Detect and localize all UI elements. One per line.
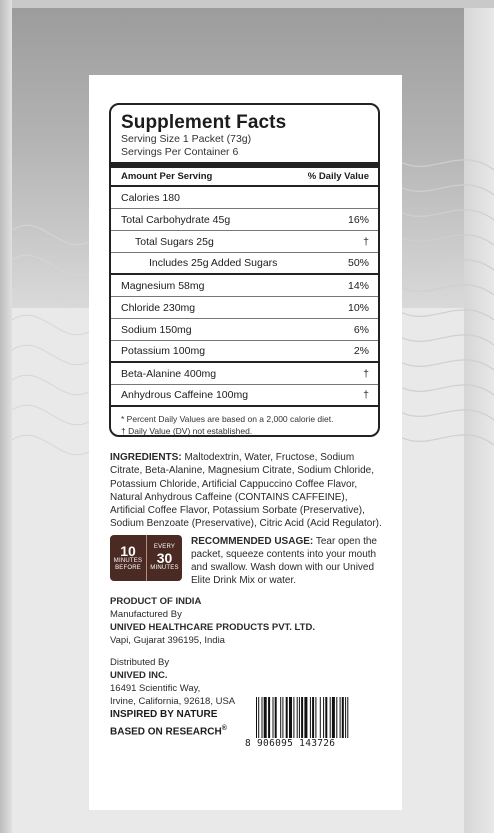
nutrient-label: Includes 25g Added Sugars (149, 257, 278, 269)
distributor-name: UNIVED INC. (110, 670, 168, 681)
manufactured-by-label: Manufactured By (110, 609, 182, 620)
footnote-daily-values: * Percent Daily Values are based on a 2,000 calorie diet. (121, 414, 334, 424)
registered-mark: ® (221, 725, 227, 732)
barcode-bar (345, 697, 346, 738)
barcode-bar (282, 697, 283, 738)
usage-block (191, 535, 381, 587)
nutrient-dv: 2% (353, 345, 369, 357)
facts-header-row (111, 168, 378, 187)
nutrient-label: Beta-Alanine 400mg (121, 367, 217, 380)
facts-row-magnesium (111, 275, 378, 297)
nutrient-dv: † (363, 235, 369, 248)
daily-value-header: % Daily Value (307, 171, 369, 182)
nutrient-label: Magnesium 58mg (121, 279, 205, 292)
barcode-bar (347, 697, 348, 738)
facts-title: Supplement Facts (121, 112, 287, 133)
nutrient-dv: 6% (353, 323, 369, 336)
nutrient-label: Chloride 230mg (121, 301, 196, 314)
barcode-bar (293, 697, 294, 738)
tagline (110, 708, 260, 739)
serving-size: Serving Size 1 Packet (73g) (121, 133, 252, 145)
box-left-edge (0, 0, 12, 833)
barcode-bar (325, 697, 327, 738)
amount-header: Amount Per Serving (121, 171, 213, 182)
barcode-bar (273, 697, 274, 738)
supplement-facts-panel (109, 103, 380, 437)
usage-timing-badge (110, 535, 182, 581)
barcode-bar (280, 697, 281, 738)
badge-before (110, 535, 146, 581)
nutrient-dv: † (363, 367, 369, 380)
nutrient-dv: † (363, 389, 369, 401)
facts-row-sodium (111, 319, 378, 341)
facts-row-potassium (111, 341, 378, 363)
barcode-bar (301, 697, 303, 738)
nutrient-dv: 14% (347, 279, 369, 292)
facts-row-beta-alanine (111, 363, 378, 385)
wave-pattern-left (12, 200, 92, 500)
nutrient-dv: 10% (347, 301, 369, 314)
nutrient-label: Total Sugars 25g (135, 235, 214, 248)
ingredients-block (110, 451, 382, 531)
product-origin: PRODUCT OF INDIA (110, 596, 202, 607)
badge-every (146, 535, 182, 581)
barcode-bar (262, 697, 263, 738)
barcode-bar (286, 697, 288, 738)
barcode (245, 697, 381, 757)
ingredients-heading: INGREDIENTS: (110, 452, 182, 463)
nutrient-label: Total Carbohydrate 45g (121, 213, 231, 226)
manufacturer-address: Vapi, Gujarat 396195, India (110, 635, 225, 646)
distributed-by-label: Distributed By (110, 657, 170, 668)
distributor-street: 16491 Scientific Way, (110, 683, 201, 694)
barcode-bar (264, 697, 267, 738)
ingredients-text: Maltodextrin, Water, Fructose, Sodium Citrate, Beta-Alanine, Magnesium Citrate, Sodium Chloride, Potassium Chloride, Artificial Cappuccino Coffee Flavor, Natural Anhydrous Caffeine (CONTAINS CAFFEINE), Artificial Coffee Flavor, Potassium Sorbate (Preservative), Sodium Benzoate (Preservative), Citric Acid (Acid Regulator). (110, 452, 382, 530)
nutrient-label: Potassium 100mg (121, 345, 206, 357)
nutrient-dv: 50% (347, 257, 369, 269)
barcode-bar (297, 697, 298, 738)
distributor-city: Irvine, California, 92618, USA (110, 696, 236, 707)
badge-before-number: 10 (120, 543, 136, 559)
badge-every-number: 30 (156, 550, 173, 566)
barcode-bar (336, 697, 337, 738)
facts-footnotes (121, 413, 369, 437)
tagline-line-1: INSPIRED BY NATURE (110, 709, 218, 720)
company-info (110, 595, 360, 708)
barcode-bars (256, 697, 379, 738)
facts-row-chloride (111, 297, 378, 319)
barcode-bar (289, 697, 292, 738)
barcode-bar (310, 697, 311, 738)
barcode-bar (323, 697, 324, 738)
barcode-bar (330, 697, 331, 738)
barcode-bar (299, 697, 300, 738)
barcode-bar (268, 697, 270, 738)
facts-row-carbohydrate (111, 209, 378, 231)
badge-before-caption-2: BEFORE (115, 565, 141, 571)
usage-heading: RECOMMENDED USAGE: (191, 536, 314, 547)
manufacturer-name: UNIVED HEALTHCARE PRODUCTS PVT. LTD. (110, 622, 315, 633)
servings-per-container: Servings Per Container 6 (121, 146, 239, 158)
tagline-line-2-text: BASED ON RESEARCH (110, 726, 222, 738)
facts-row-sugars (111, 231, 378, 253)
barcode-digits: 8 906095 143726 (245, 738, 336, 749)
barcode-bar (304, 697, 307, 738)
facts-row-calories (111, 187, 378, 209)
box-top-edge (0, 0, 494, 8)
barcode-bar (320, 697, 321, 738)
barcode-bar (275, 697, 277, 738)
badge-before-caption-1: MINUTES (113, 558, 143, 564)
barcode-bar (312, 697, 314, 738)
barcode-bar (258, 697, 259, 738)
footnote-not-established: † Daily Value (DV) not established. (121, 426, 253, 436)
barcode-bar (342, 697, 344, 738)
facts-row-caffeine (111, 385, 378, 407)
barcode-bar (340, 697, 341, 738)
nutrient-label: Anhydrous Caffeine 100mg (121, 389, 249, 401)
barcode-bar (315, 697, 316, 738)
tagline-line-2 (110, 722, 260, 739)
barcode-bar (256, 697, 257, 738)
barcode-bar (332, 697, 335, 738)
facts-row-added-sugars (111, 253, 378, 275)
nutrient-label: Calories 180 (121, 191, 180, 204)
nutrient-label: Sodium 150mg (121, 323, 192, 336)
usage-text: Tear open the packet, squeeze contents into your mouth and swallow. Wash down with our Unived Elite Drink Mix or water. (191, 536, 377, 586)
nutrient-dv: 16% (347, 213, 369, 226)
badge-every-caption: EVERY (153, 544, 176, 550)
badge-every-caption-2: MINUTES (150, 565, 179, 571)
